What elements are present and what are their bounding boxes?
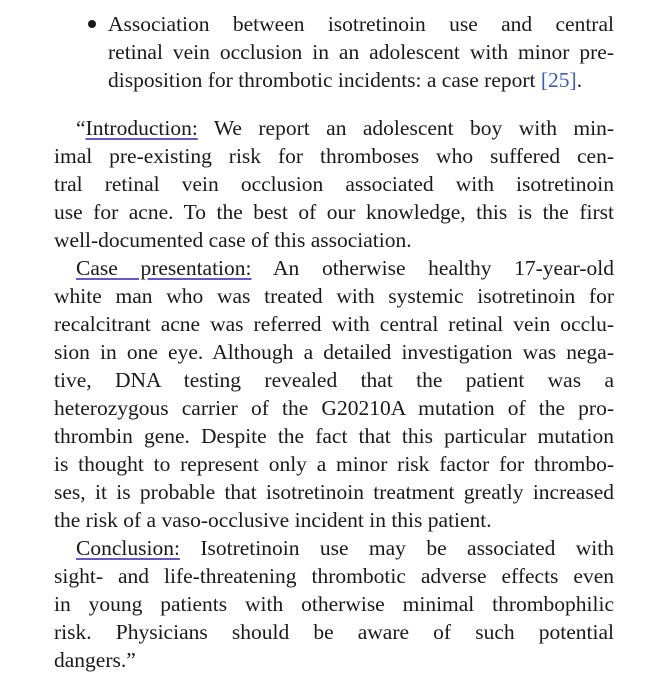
- section-line: the risk of a vaso-occlusive incident in this patient.: [54, 508, 492, 532]
- reference-bullet-item: [54, 10, 614, 94]
- section-line: ses, it is probable that isotretinoin treatment greatly increased: [54, 480, 614, 504]
- section-line: sion in one eye. Although a detailed investigation was nega-: [54, 340, 614, 364]
- citation-link[interactable]: [25]: [540, 68, 577, 92]
- section-line: tive, DNA testing revealed that the patient was a: [54, 368, 614, 392]
- abstract-section-conclusion: [54, 534, 614, 674]
- section-line-text: We report an adolescent boy with min-: [213, 116, 614, 140]
- section-line: heterozygous carrier of the G20210A mutation of the pro-: [54, 396, 614, 420]
- bullet-dot-icon: [88, 20, 96, 28]
- section-line: thrombin gene. Despite the fact that this particular mutation: [54, 424, 614, 448]
- section-line-text: dangers.: [54, 648, 127, 672]
- section-first-line: [54, 254, 614, 282]
- bullet-end-punct: .: [576, 68, 583, 92]
- section-line-text: An otherwise healthy 17-year-old: [273, 256, 614, 280]
- section-first-line: [54, 534, 614, 562]
- section-line: well-documented case of this association.: [54, 228, 412, 252]
- section-line: imal pre-existing risk for thromboses who suffered cen-: [54, 144, 614, 168]
- section-line: tral retinal vein occlusion associated with isotretinoin: [54, 172, 614, 196]
- section-line: risk. Physicians should be aware of such potential: [54, 620, 614, 644]
- quoted-abstract: [54, 114, 614, 674]
- section-first-line: [54, 114, 614, 142]
- section-line: is thought to represent only a minor risk factor for thrombo-: [54, 452, 614, 476]
- abstract-section-introduction: [54, 114, 614, 254]
- section-line: in young patients with otherwise minimal thrombophilic: [54, 592, 614, 616]
- bullet-line-1: Association between isotretinoin use and central: [108, 12, 614, 36]
- bullet-line-3-text: disposition for thrombotic incidents: a case report: [108, 68, 536, 92]
- close-quote: ”: [126, 648, 136, 672]
- abstract-section-case-presentation: [54, 254, 614, 534]
- section-last-line: [54, 646, 614, 674]
- section-line: sight- and life-threatening thrombotic adverse effects even: [54, 564, 614, 588]
- bullet-line-2: retinal vein occlusion in an adolescent with minor pre-: [108, 40, 614, 64]
- bullet-line-3: [108, 66, 614, 94]
- section-line: recalcitrant acne was referred with central retinal vein occlu-: [54, 312, 614, 336]
- open-quote: “: [76, 116, 86, 140]
- section-label-introduction: Introduction:: [85, 116, 198, 140]
- section-label-case-presentation: Case presentation:: [76, 256, 252, 280]
- section-label-conclusion: Conclusion:: [76, 536, 180, 560]
- section-line-text: Isotretinoin use may be associated with: [200, 536, 614, 560]
- section-line: white man who was treated with systemic isotretinoin for: [54, 284, 614, 308]
- section-line: use for acne. To the best of our knowledge, this is the first: [54, 200, 614, 224]
